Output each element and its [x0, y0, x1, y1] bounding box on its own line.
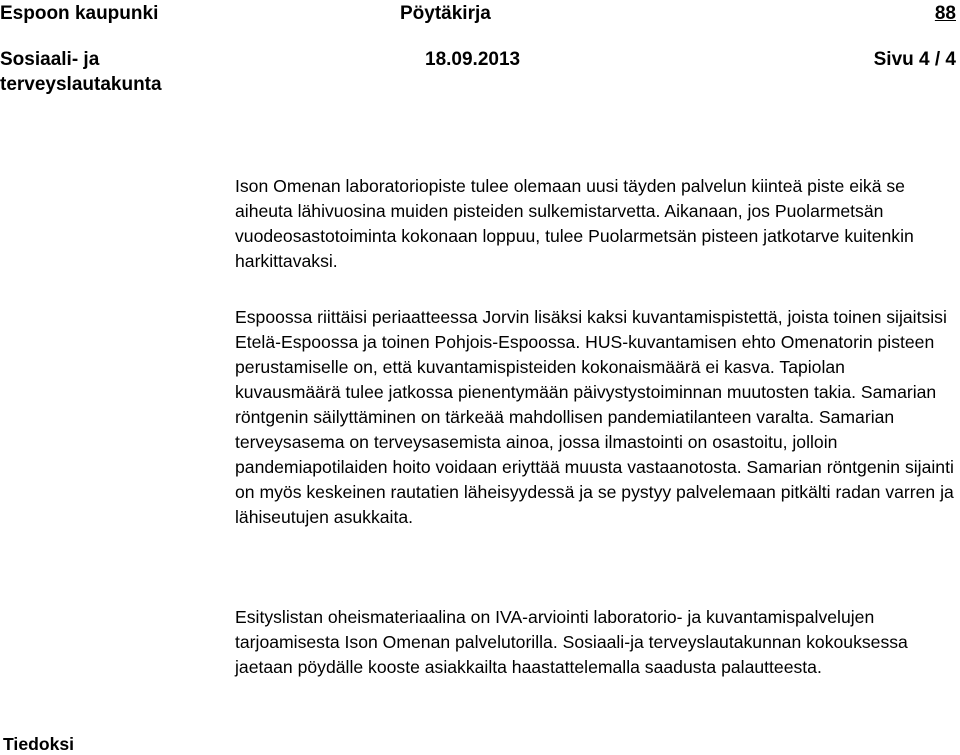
section-label-tiedoksi: Tiedoksi: [3, 734, 75, 754]
section-number: 88: [934, 3, 956, 24]
organization-name: Espoon kaupunki: [0, 3, 159, 24]
paragraph-attachments: Esityslistan oheismateriaalina on IVA-arviointi laboratorio- ja kuvantamispalvelujen tarjoamisesta Ison Omenan palvelutorilla. Sosiaali-ja terveyslautakunnan kokouksessa jaetaan pöydälle kooste asiakkailta haastattelemalla saadusta palautteesta.: [235, 607, 908, 677]
meeting-date: 18.09.2013: [425, 49, 521, 70]
committee-name-line2: terveyslautakunta: [0, 74, 162, 95]
paragraph-imaging: Espoossa riittäisi periaatteessa Jorvin lisäksi kaksi kuvantamispistettä, joista toinen sijaitsisi Etelä-Espoossa ja toinen Pohjois-Espoossa. HUS-kuvantamisen ehto Omenatorin pisteen perustamiselle on, että kuvantamispisteiden kokonaismäärä ei kasva. Tapiolan kuvausmäärä tulee jatkossa pienentymään päivystystoiminnan muutosten takia. Samarian röntgenin säilyttäminen on tärkeää mahdollisen pandemiatilanteen varalta. Samarian terveysasema on terveysasemista ainoa, jossa ilmastointi on osastoitu, jolloin pandemiapotilaiden hoito voidaan eriyttää muusta vastaanotosta. Samarian röntgenin sijainti on myös keskeinen rautatien läheisyydessä ja se pystyy palvelemaan pitkälti radan varren ja lähiseutujen asukkaita.: [235, 307, 954, 527]
paragraph-laboratory: Ison Omenan laboratoriopiste tulee olemaan uusi täyden palvelun kiinteä piste eikä se aiheuta lähivuosina muiden pisteiden sulkemistarvetta. Aikanaan, jos Puolarmetsän vuodeosastotoiminta kokonaan loppuu, tulee Puolarmetsän pisteen jatkotarve kuitenkin harkittavaksi.: [235, 176, 914, 271]
committee-name-line1: Sosiaali- ja: [0, 49, 100, 70]
page-number: Sivu 4 / 4: [873, 49, 956, 70]
document-type: Pöytäkirja: [400, 3, 491, 24]
